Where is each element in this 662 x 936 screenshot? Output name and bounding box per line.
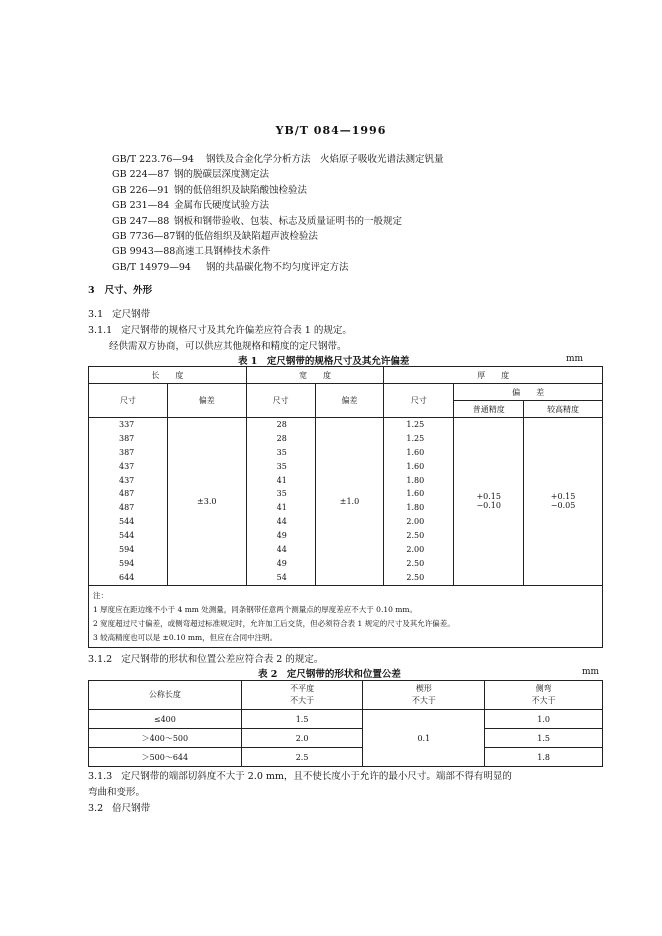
reference-item — [112, 229, 444, 244]
table-row — [89, 710, 603, 729]
reference-code: GB/T 14979—94 — [112, 261, 191, 273]
document-header: YB/T 084—1996 — [275, 124, 387, 137]
thickness-cell: 2.50 — [406, 558, 425, 568]
note-line: 1 厚度应在距边缘不小于 4 mm 处测量，同条钢带任意两个测量点的厚度差应不大于 0.10 mm。 — [93, 604, 417, 614]
thickness-cell: 2.00 — [406, 545, 425, 555]
reference-code: GB 9943—88 — [112, 246, 176, 258]
header-sublabel: 不大于 — [411, 696, 436, 705]
header-width-dev: 偏差 — [315, 384, 384, 418]
reference-item — [112, 260, 444, 275]
length-cell: 544 — [119, 517, 135, 527]
dev-lower: −0.10 — [476, 501, 501, 511]
paragraph-text: 定尺钢带的端部切斜度不大于 2.0 mm，且不使长度小于允许的最小尺寸。端部不得有明显的 — [121, 771, 512, 782]
reference-item — [112, 183, 444, 198]
thickness-values — [384, 418, 454, 586]
normal-precision-deviation — [454, 418, 524, 586]
paragraph-text: 定尺钢带的规格尺寸及其允许偏差应符合表 1 的规定。 — [121, 325, 352, 336]
section-title: 倍尺钢带 — [112, 803, 151, 814]
length-cell: 387 — [119, 433, 135, 443]
width-cell: 41 — [276, 503, 287, 513]
camber-cell: 1.5 — [485, 729, 603, 748]
header-wedge — [363, 681, 485, 710]
paragraph-text: 弯曲和变形。 — [88, 787, 146, 798]
header-sublabel: 不大于 — [290, 696, 315, 705]
reference-code: GB 247—88 — [112, 215, 170, 227]
wedge-cell: 0.1 — [363, 710, 485, 767]
width-cell: 54 — [276, 572, 287, 582]
width-deviation: ±1.0 — [315, 418, 384, 586]
section-number: 3.1 — [88, 309, 104, 320]
section-number: 3 — [88, 285, 95, 296]
header-length-size: 尺寸 — [89, 384, 168, 418]
length-cell: 437 — [119, 475, 135, 485]
thickness-cell: 1.80 — [406, 503, 425, 513]
length-cell: 437 — [119, 461, 135, 471]
section-3-heading — [88, 282, 152, 296]
length-cell: 644 — [119, 572, 135, 582]
header-nominal-length: 公称长度 — [89, 681, 242, 710]
thickness-cell: 1.60 — [406, 461, 425, 471]
width-cell: 28 — [276, 433, 287, 443]
width-cell: 35 — [276, 447, 287, 457]
section-number: 3.1.3 — [88, 771, 113, 782]
reference-code: GB 7736—87 — [112, 231, 176, 243]
table-1 — [88, 366, 603, 648]
header-label: 楔形 — [415, 684, 432, 693]
length-cell: 487 — [119, 503, 135, 513]
length-cell: 337 — [119, 420, 135, 429]
reference-item — [112, 244, 444, 259]
reference-title: 钢的共晶碳化物不均匀度评定方法 — [206, 261, 349, 273]
thickness-cell: 2.00 — [406, 517, 425, 527]
width-cell: 35 — [276, 489, 287, 499]
thickness-cell: 1.60 — [406, 447, 425, 457]
table-2-unit: mm — [582, 667, 600, 677]
reference-title: 钢板和钢带验收、包装、标志及质量证明书的一般规定 — [174, 215, 403, 227]
table-1-caption: 表 1 定尺钢带的规格尺寸及其允许偏差 — [238, 356, 410, 367]
section-number: 3.2 — [88, 803, 104, 814]
dev-lower: −0.05 — [550, 501, 576, 511]
reference-item — [112, 214, 444, 229]
flatness-cell: 2.5 — [241, 748, 363, 767]
note-line: 3 较高精度也可以是 ±0.10 mm，但应在合同中注明。 — [93, 632, 278, 642]
width-values — [246, 418, 315, 586]
header-thickness: 厚 度 — [384, 367, 603, 384]
length-cell: ＞500～644 — [89, 748, 242, 767]
length-values — [89, 418, 168, 586]
table-1-notes — [89, 585, 603, 647]
reference-item — [112, 167, 444, 182]
reference-list — [112, 152, 444, 275]
table-2 — [88, 680, 603, 767]
reference-title: 金属布氏硬度试验方法 — [174, 200, 270, 212]
width-cell: 44 — [276, 517, 287, 527]
length-cell: 594 — [119, 545, 135, 555]
reference-code: GB/T 223.76—94 — [112, 154, 194, 165]
length-cell: ＞400～500 — [89, 729, 242, 748]
width-cell: 28 — [276, 420, 287, 429]
length-cell: 544 — [119, 531, 135, 541]
camber-cell: 1.8 — [485, 748, 603, 767]
header-high-precision: 较高精度 — [524, 401, 603, 418]
length-cell: 387 — [119, 447, 135, 457]
reference-code: GB 231—84 — [112, 200, 170, 212]
header-width-size: 尺寸 — [246, 384, 315, 418]
reference-item — [112, 198, 444, 213]
header-sublabel: 不大于 — [531, 696, 556, 705]
note-line: 2 宽度超过尺寸偏差，或侧弯超过标准规定时，允许加工后交货，但必须符合表 1 规定的尺寸及其允许偏差。 — [93, 618, 455, 628]
table-row — [89, 748, 603, 767]
section-title: 尺寸、外形 — [104, 285, 153, 296]
thickness-cell: 1.25 — [406, 433, 425, 443]
section-3-1-1-text — [88, 322, 352, 336]
reference-title: 钢的低倍组织及缺陷超声波检验法 — [175, 231, 318, 243]
header-thickness-dev: 偏 差 — [454, 384, 603, 401]
flatness-cell: 2.0 — [241, 729, 363, 748]
header-camber — [485, 681, 603, 710]
header-normal-precision: 普通精度 — [454, 401, 524, 418]
paragraph-text: 定尺钢带的形状和位置公差应符合表 2 的规定。 — [121, 654, 324, 665]
table-row — [89, 729, 603, 748]
width-cell: 41 — [276, 475, 287, 485]
header-width: 宽 度 — [246, 367, 384, 384]
section-number: 3.1.2 — [88, 654, 113, 665]
width-cell: 35 — [276, 461, 287, 471]
header-length-dev: 偏差 — [167, 384, 246, 418]
header-thickness-size: 尺寸 — [384, 384, 454, 418]
section-3-2-heading — [88, 800, 150, 814]
length-cell: ≤400 — [89, 710, 242, 729]
section-title: 定尺钢带 — [112, 309, 151, 320]
section-number: 3.1.1 — [88, 325, 113, 336]
dev-upper: +0.15 — [550, 492, 576, 502]
reference-code: GB 224—87 — [112, 169, 170, 181]
section-3-1-3-text — [88, 768, 512, 782]
width-cell: 49 — [276, 558, 287, 568]
reference-title: 钢的脱碳层深度测定法 — [174, 169, 270, 181]
thickness-cell: 1.60 — [406, 489, 425, 499]
high-precision-deviation — [524, 418, 603, 586]
dev-upper: +0.15 — [476, 492, 501, 502]
thickness-cell: 2.50 — [406, 572, 425, 582]
header-flatness — [241, 681, 363, 710]
reference-item — [112, 152, 444, 167]
paragraph-text: 经供需双方协商，可以供应其他规格和精度的定尺钢带。 — [109, 341, 347, 352]
header-label: 不平度 — [290, 684, 315, 693]
section-3-1-2-text — [88, 651, 323, 665]
reference-code: GB 226—91 — [112, 184, 170, 196]
reference-title: 高速工具钢棒技术条件 — [175, 246, 271, 258]
note-line: 注： — [93, 590, 108, 600]
reference-title: 钢的低倍组织及缺陷酸蚀检验法 — [174, 184, 308, 196]
length-cell: 487 — [119, 489, 135, 499]
section-3-1-heading — [88, 306, 150, 320]
flatness-cell: 1.5 — [241, 710, 363, 729]
width-cell: 49 — [276, 531, 287, 541]
length-cell: 594 — [119, 558, 135, 568]
header-length: 长 度 — [89, 367, 247, 384]
header-label: 侧弯 — [535, 684, 552, 693]
table-2-caption: 表 2 定尺钢带的形状和位置公差 — [258, 669, 401, 680]
table-1-unit: mm — [566, 354, 584, 364]
width-cell: 44 — [276, 545, 287, 555]
thickness-cell: 1.80 — [406, 475, 425, 485]
reference-title: 钢铁及合金化学分析方法 火焰原子吸收光谱法测定钒量 — [206, 154, 444, 165]
length-deviation: ±3.0 — [167, 418, 246, 586]
camber-cell: 1.0 — [485, 710, 603, 729]
thickness-cell: 1.25 — [406, 420, 425, 429]
thickness-cell: 2.50 — [406, 531, 425, 541]
